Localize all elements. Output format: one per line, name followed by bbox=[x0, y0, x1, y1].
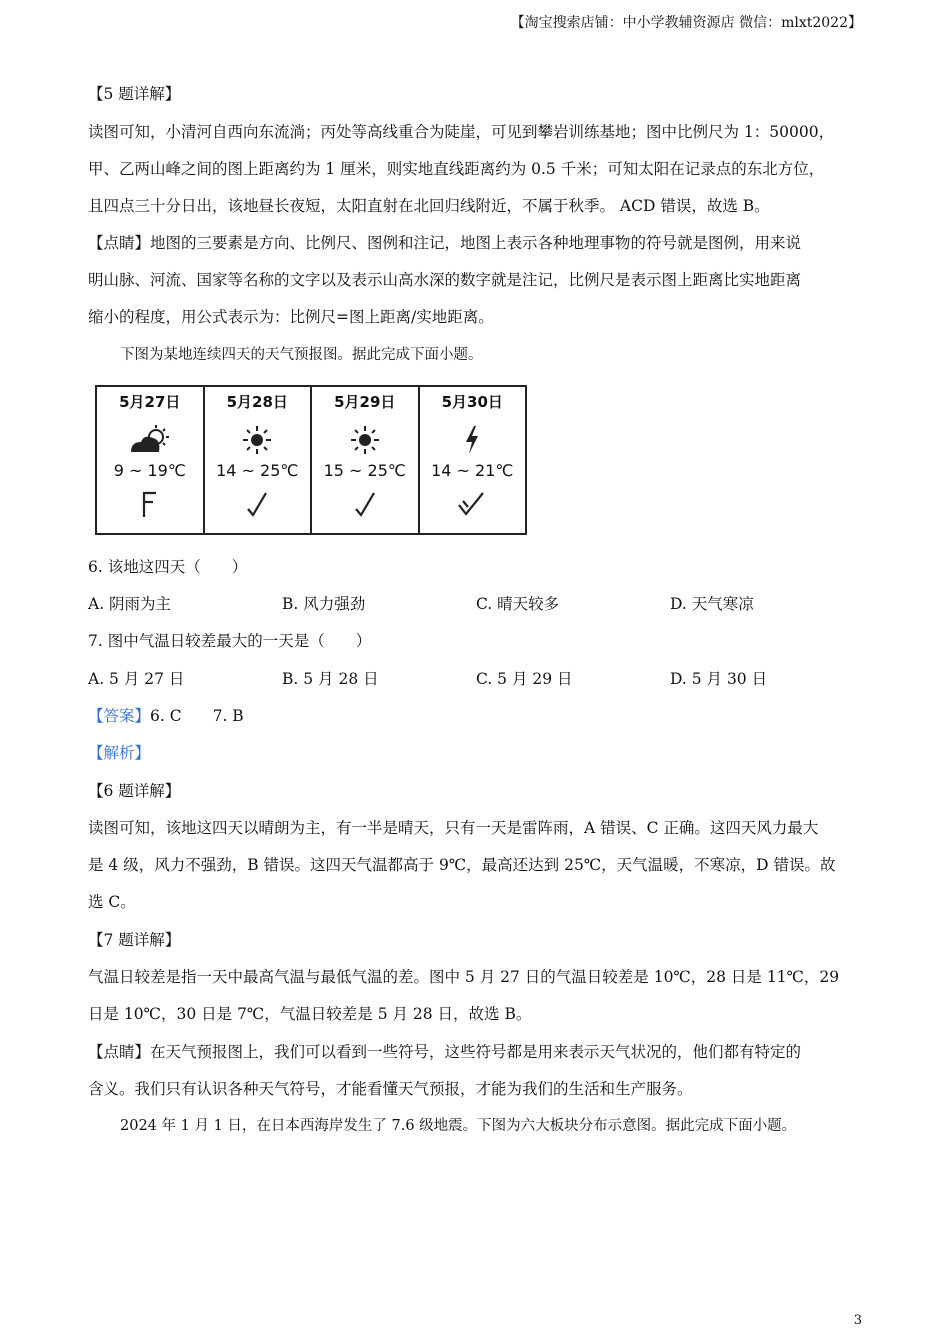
answer-line bbox=[88, 704, 244, 726]
pointer1-line-3: 缩小的程度，用公式表示为：比例尺=图上距离/实地距离。 bbox=[88, 308, 494, 326]
q7-stem: 7. 图中气温日较差最大的一天是（ ） bbox=[88, 632, 372, 650]
q6-detail-line-2: 是 4 级，风力不强劲，B 错误。这四天气温都高于 9℃，最高还达到 25℃，天气温暖，不寒凉，D 错误。故 bbox=[88, 856, 836, 874]
intro2: 2024 年 1 月 1 日，在日本西海岸发生了 7.6 级地震。下图为六大板块分布示意图。据此完成下面小题。 bbox=[120, 1118, 797, 1134]
wind-double-check-icon bbox=[420, 487, 526, 521]
forecast-day-1 bbox=[97, 387, 205, 533]
intro1: 下图为某地连续四天的天气预报图。据此完成下面小题。 bbox=[120, 347, 483, 363]
q5-line-1: 读图可知，小清河自西向东流淌；丙处等高线重合为陡崖，可见到攀岩训练基地；图中比例尺为 1：50000， bbox=[88, 123, 835, 141]
analysis-label: 【解析】 bbox=[88, 744, 151, 762]
q5-line-2: 甲、乙两山峰之间的图上距离约为 1 厘米，则实地直线距离约为 0.5 千米；可知太阳在记录点的东北方位， bbox=[88, 160, 825, 178]
q6-option-d: D. 天气寒凉 bbox=[670, 595, 754, 613]
q6-detail-line-1: 读图可知，该地这四天以晴朗为主，有一半是晴天，只有一天是雷阵雨，A 错误、C 正确。这四天风力最大 bbox=[88, 819, 819, 837]
q7-detail-line-1: 气温日较差是指一天中最高气温与最低气温的差。图中 5 月 27 日的气温日较差是 10℃，28 日是 11℃，29 bbox=[88, 968, 840, 986]
q6-detail-title: 【6 题详解】 bbox=[88, 782, 181, 800]
pointer1-line-2: 明山脉、河流、国家等名称的文字以及表示山高水深的数字就是注记，比例尺是表示图上距离比实地距离 bbox=[88, 271, 802, 289]
sun-icon bbox=[312, 423, 418, 457]
forecast-date: 5月29日 bbox=[334, 393, 396, 411]
wind-check-icon bbox=[312, 487, 418, 521]
answer-text: 6. C 7. B bbox=[150, 707, 244, 725]
q7-option-d: D. 5 月 30 日 bbox=[670, 670, 768, 688]
pointer1-line-1: 【点睛】地图的三要素是方向、比例尺、图例和注记，地图上表示各种地理事物的符号就是图例，用来说 bbox=[88, 234, 802, 252]
forecast-temp: 14 ~ 25℃ bbox=[216, 461, 299, 480]
q6-option-b: B. 风力强劲 bbox=[282, 595, 366, 613]
sun-icon bbox=[205, 423, 311, 457]
forecast-day-2 bbox=[205, 387, 313, 533]
forecast-temp: 14 ~ 21℃ bbox=[431, 461, 514, 480]
q7-option-c: C. 5 月 29 日 bbox=[476, 670, 573, 688]
q6-detail-line-3: 选 C。 bbox=[88, 893, 136, 911]
weather-forecast-table bbox=[95, 385, 527, 535]
forecast-date: 5月27日 bbox=[119, 393, 181, 411]
q7-option-a: A. 5 月 27 日 bbox=[88, 670, 185, 688]
forecast-day-3 bbox=[312, 387, 420, 533]
answer-label: 【答案】 bbox=[88, 707, 151, 725]
wind-symbol-f-icon bbox=[97, 487, 203, 521]
q7-detail-line-2: 日是 10℃，30 日是 7℃，气温日较差是 5 月 28 日，故选 B。 bbox=[88, 1005, 532, 1023]
q5-title: 【5 题详解】 bbox=[88, 85, 181, 103]
partly-cloudy-icon bbox=[97, 423, 203, 457]
forecast-date: 5月28日 bbox=[226, 393, 288, 411]
q6-option-c: C. 晴天较多 bbox=[476, 595, 560, 613]
forecast-day-4 bbox=[420, 387, 526, 533]
forecast-temp: 15 ~ 25℃ bbox=[323, 461, 406, 480]
pointer2-line-1: 【点睛】在天气预报图上，我们可以看到一些符号，这些符号都是用来表示天气状况的，他们都有特定的 bbox=[88, 1043, 802, 1061]
q5-line-3: 且四点三十分日出，该地昼长夜短，太阳直射在北回归线附近，不属于秋季。 ACD 错误，故选 B。 bbox=[88, 197, 770, 215]
q6-option-a: A. 阴雨为主 bbox=[88, 595, 172, 613]
wind-check-icon bbox=[205, 487, 311, 521]
forecast-date: 5月30日 bbox=[441, 393, 503, 411]
page-number: 3 bbox=[853, 1313, 862, 1328]
pointer2-line-2: 含义。我们只有认识各种天气符号，才能看懂天气预报，才能为我们的生活和生产服务。 bbox=[88, 1080, 693, 1098]
forecast-temp: 9 ~ 19℃ bbox=[113, 461, 186, 480]
page-header: 【淘宝搜索店铺：中小学教辅资源店 微信：mlxt2022】 bbox=[510, 15, 862, 31]
thunder-icon bbox=[420, 423, 526, 457]
q7-detail-title: 【7 题详解】 bbox=[88, 931, 181, 949]
q6-stem: 6. 该地这四天（ ） bbox=[88, 558, 248, 576]
q7-option-b: B. 5 月 28 日 bbox=[282, 670, 379, 688]
